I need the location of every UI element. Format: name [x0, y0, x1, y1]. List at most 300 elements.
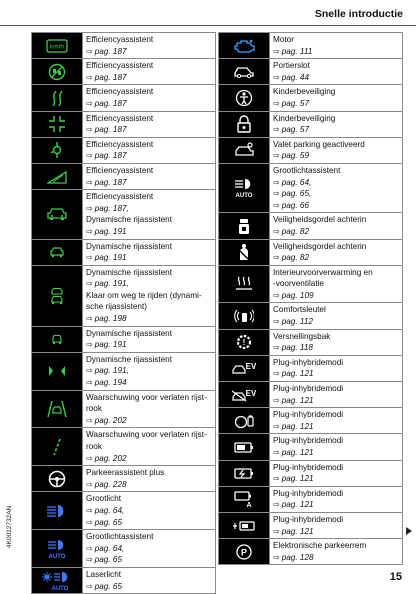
page-reference-link[interactable] [273, 188, 399, 200]
page-reference-text: pag. 82 [281, 226, 310, 236]
page-number: 15 [389, 571, 402, 583]
indicator-icon-cell [219, 137, 270, 163]
page-reference-text: pag. 112 [281, 317, 313, 327]
page-reference-text: pag. 191 [94, 253, 127, 263]
description-text: Elektronische parkeerrem [273, 541, 367, 551]
svg-text:!: ! [242, 338, 246, 348]
car-lock-icon [233, 65, 255, 79]
indicator-description [83, 239, 216, 265]
description-text: Veiligheidsgordel achterin [273, 215, 367, 225]
engine-icon [233, 38, 255, 54]
roundabout-icon [48, 141, 66, 159]
indicator-description [83, 85, 216, 111]
car-front-icon [47, 207, 67, 221]
indicator-icon-cell [32, 190, 83, 239]
page-reference-link[interactable] [273, 499, 399, 511]
indicator-description [83, 492, 216, 530]
arrow-right-icon: ⇨ [86, 125, 93, 135]
speed-limiter-kmh-icon [46, 39, 68, 53]
page-reference-text: pag. 121 [281, 448, 314, 457]
indicator-icon-cell [219, 265, 270, 303]
description-text: Grootlicht [86, 494, 122, 504]
indicator-description [83, 265, 216, 326]
page-reference-text: pag. 121 [281, 369, 314, 379]
indicator-icon-cell [219, 329, 270, 355]
gearbox-icon [235, 333, 253, 351]
car-small-icon [50, 246, 64, 258]
page-reference-link[interactable] [86, 415, 212, 427]
page-reference-text: pag. 191, [94, 279, 129, 289]
table-row [32, 137, 216, 163]
page-reference-link[interactable] [86, 252, 212, 264]
arrow-right-icon: ⇨ [86, 366, 93, 376]
indicator-icon-cell [32, 466, 83, 492]
high-beam-assist-auto-icon [233, 178, 255, 198]
indicator-description [83, 428, 216, 466]
indicator-description [270, 408, 403, 434]
incline-icon [47, 170, 67, 184]
lane-departure-icon [46, 400, 68, 418]
arrow-right-icon: ⇨ [273, 369, 280, 379]
table-row [219, 434, 403, 460]
page-reference-link[interactable] [273, 473, 399, 485]
indicator-icon-cell [32, 111, 83, 137]
table-row [219, 33, 403, 59]
description-text: Veiligheidsgordel achterin [273, 241, 367, 251]
page-reference-link[interactable] [273, 290, 399, 302]
table-row [32, 428, 216, 466]
page-reference-link[interactable] [86, 554, 212, 566]
description-text: Motor [273, 35, 294, 44]
car-single-small-icon [51, 333, 63, 345]
description-text: Plug-inhybridemodi [273, 514, 344, 524]
table-row [32, 59, 216, 85]
steering-wheel-icon [48, 470, 66, 488]
description-text: Grootlichtassistent [86, 532, 154, 542]
arrow-right-icon: ⇨ [86, 543, 93, 553]
table-row [32, 163, 216, 189]
comfort-key-icon [234, 308, 254, 324]
description-text: Dynamische rijassistent [86, 328, 172, 338]
indicator-description [270, 59, 403, 85]
page-reference-text: pag. 228 [94, 479, 127, 489]
page-reference-link[interactable] [86, 453, 212, 465]
indicator-description [270, 382, 403, 408]
table-row [219, 239, 403, 265]
page-reference-text: pag. 187 [94, 46, 127, 56]
description-text: Efficiencyassistent [86, 87, 154, 97]
lane-line-icon [50, 438, 64, 456]
indicator-icon-cell [219, 434, 270, 460]
description-text: Grootlichtassistent [273, 165, 341, 175]
description-text: Efficiencyassistent [86, 165, 154, 175]
arrow-right-icon: ⇨ [86, 340, 93, 350]
arrow-right-icon: ⇨ [86, 253, 93, 263]
page-reference-link[interactable] [86, 98, 212, 110]
page-reference-text: pag. 187 [94, 151, 127, 161]
valet-parking-icon [233, 142, 255, 158]
arrow-right-icon: ⇨ [86, 279, 93, 289]
indicator-description [83, 33, 216, 59]
page-reference-link[interactable] [86, 278, 212, 290]
page-reference-text: pag. 66 [281, 200, 310, 210]
arrow-right-icon: ⇨ [86, 505, 93, 515]
table-row [219, 265, 403, 303]
page-reference-text: pag. 187 [94, 177, 127, 187]
indicator-description [270, 213, 403, 239]
indicator-description [270, 303, 403, 329]
description-text: Waarschuwing voor verlaten rijst- [86, 392, 207, 402]
indicator-icon-cell [32, 428, 83, 466]
page-reference-link[interactable] [273, 552, 399, 564]
document-code: 4K0012732AN [6, 505, 13, 548]
indicator-description [270, 355, 403, 381]
arrow-right-icon: ⇨ [86, 314, 93, 324]
table-row [219, 382, 403, 408]
indicator-description [270, 486, 403, 512]
arrow-right-icon: ⇨ [273, 125, 280, 135]
indicator-table-left [31, 32, 216, 594]
description-text: Dynamische rijassistent [86, 267, 172, 277]
page-reference-text: pag. 187 [94, 125, 127, 135]
page-reference-link[interactable] [273, 226, 399, 238]
arrow-right-icon: ⇨ [86, 203, 93, 213]
battery-plug-icon [232, 519, 256, 533]
arrow-right-icon: ⇨ [86, 453, 93, 463]
indicator-icon-cell [219, 539, 270, 565]
indicator-description [270, 239, 403, 265]
table-row [219, 59, 403, 85]
arrow-right-icon: ⇨ [273, 189, 280, 199]
description-text: Waarschuwing voor verlaten rijst- [86, 430, 207, 440]
indicator-icon-cell [219, 33, 270, 59]
page-reference-text: pag. 109 [281, 290, 314, 300]
child-safety-icon [235, 89, 253, 107]
intersection-icon [48, 115, 66, 133]
indicator-description [83, 163, 216, 189]
indicator-icon-cell [219, 355, 270, 381]
description-text: -voorventilatie [273, 279, 324, 289]
page-reference-text: pag. 187 [94, 72, 127, 82]
page-reference-link[interactable] [86, 124, 212, 136]
page-reference-text: pag. 198 [94, 314, 127, 324]
indicator-icon-cell [219, 382, 270, 408]
page-reference-text: pag. 121 [281, 395, 314, 405]
svg-text:AUTO: AUTO [48, 553, 66, 559]
indicator-description [270, 512, 403, 538]
table-row [219, 408, 403, 434]
indicator-description [270, 434, 403, 460]
page-reference-text: pag. 111 [281, 46, 313, 56]
table-row [219, 486, 403, 512]
arrow-right-icon: ⇨ [86, 177, 93, 187]
indicator-description [270, 163, 403, 212]
indicator-description [83, 111, 216, 137]
indicator-icon-cell [32, 137, 83, 163]
page-reference-link[interactable] [273, 421, 399, 433]
description-text: Interieurvoorverwarming en [273, 267, 373, 277]
arrow-right-icon: ⇨ [273, 448, 280, 457]
arrow-right-icon: ⇨ [86, 98, 93, 108]
page-reference-text: pag. 121 [281, 421, 314, 431]
table-row [32, 492, 216, 530]
description-text: sche rijassistent) [86, 302, 147, 312]
table-row [219, 460, 403, 486]
page-reference-link[interactable] [273, 46, 399, 58]
page-reference-link[interactable] [86, 313, 212, 325]
page-reference-link[interactable] [273, 72, 399, 84]
svg-text:km/h: km/h [49, 43, 65, 51]
page-reference-text: pag. 202 [94, 415, 127, 425]
indicator-description [270, 265, 403, 303]
page-reference-link[interactable] [273, 252, 399, 264]
indicator-icon-cell [219, 59, 270, 85]
seatbelt-person-icon [236, 243, 252, 261]
page-reference-link[interactable] [86, 365, 212, 377]
svg-text:EV: EV [245, 362, 257, 372]
description-text: Efficiencyassistent [86, 113, 154, 123]
child-lock-icon [236, 115, 252, 133]
description-text: Klaar om weg te rijden (dynami- [86, 290, 202, 300]
rear-seatbelt-icon [237, 217, 251, 235]
indicator-description [270, 539, 403, 565]
arrow-right-icon: ⇨ [273, 395, 280, 405]
indicator-description [83, 137, 216, 163]
page-reference-text: pag. 191, [94, 366, 129, 376]
page-reference-text: pag. 65, [281, 189, 312, 199]
page-title: Snelle introductie [314, 8, 403, 20]
page-reference-text: pag. 118 [281, 343, 313, 353]
page-reference-link[interactable] [273, 200, 399, 212]
indicator-icon-cell [219, 460, 270, 486]
page-reference-link[interactable] [86, 479, 212, 491]
page-reference-link[interactable] [273, 124, 399, 136]
description-text: rook [86, 404, 102, 414]
indicator-description [83, 390, 216, 428]
svg-text:A: A [246, 502, 252, 509]
page-reference-text: pag. 191 [94, 340, 127, 350]
table-row [219, 111, 403, 137]
ev-mode-off-icon [231, 388, 257, 402]
indicator-icon-cell [219, 213, 270, 239]
description-text: Plug-inhybridemodi [273, 462, 344, 472]
table-row [219, 137, 403, 163]
page-reference-text: pag. 121 [281, 474, 314, 484]
table-row [32, 190, 216, 239]
page-reference-text: pag. 64, [94, 543, 125, 553]
indicator-icon-cell [32, 530, 83, 568]
page-reference-link[interactable] [273, 342, 399, 354]
indicator-icon-cell [219, 239, 270, 265]
page-reference-text: pag. 128 [281, 552, 314, 562]
indicator-icon-cell [32, 352, 83, 390]
page-reference-link[interactable] [86, 203, 212, 215]
indicator-icon-cell [32, 265, 83, 326]
indicator-icon-cell [32, 326, 83, 352]
svg-text:EV: EV [245, 388, 257, 398]
indicator-description [270, 85, 403, 111]
table-row [32, 85, 216, 111]
table-row [219, 85, 403, 111]
car-stack-icon [49, 287, 65, 305]
description-text: Efficiencyassistent [86, 192, 154, 202]
table-row [219, 213, 403, 239]
description-text: Efficiencyassistent [86, 139, 154, 149]
page-reference-text: pag. 44 [281, 72, 310, 82]
indicator-icon-cell [32, 163, 83, 189]
description-text: Versnellingsbak [273, 331, 331, 341]
indicator-icon-cell [219, 486, 270, 512]
laser-light-auto-icon [42, 571, 72, 591]
page-reference-text: pag. 202 [94, 453, 127, 463]
page-reference-link[interactable] [86, 150, 212, 162]
indicator-description [270, 33, 403, 59]
arrow-right-icon: ⇨ [86, 581, 93, 591]
page-reference-text: pag. 194 [94, 378, 127, 388]
arrow-right-icon: ⇨ [273, 72, 280, 82]
indicator-icon-cell [32, 492, 83, 530]
page-reference-link[interactable] [86, 505, 212, 517]
indicator-icon-cell [219, 408, 270, 434]
indicator-icon-cell [219, 163, 270, 212]
arrow-right-icon: ⇨ [86, 46, 93, 56]
page-reference-link[interactable] [273, 177, 399, 189]
indicator-icon-cell [219, 111, 270, 137]
arrow-right-icon: ⇨ [273, 421, 280, 431]
arrow-right-icon: ⇨ [273, 317, 280, 327]
description-text: Parkeerassistent plus [86, 468, 165, 478]
description-text: Plug-inhybridemodi [273, 384, 344, 394]
description-text: Portierslot [273, 61, 310, 71]
arrow-right-icon: ⇨ [273, 46, 280, 56]
page-reference-text: pag. 191 [94, 226, 127, 236]
page-reference-link[interactable] [86, 177, 212, 189]
page-reference-link[interactable] [86, 339, 212, 351]
no-overtaking-sign-icon [48, 63, 66, 81]
page-reference-text: pag. 59 [281, 151, 310, 161]
arrow-right-icon: ⇨ [86, 151, 93, 161]
table-row [32, 390, 216, 428]
page-reference-text: pag. 82 [281, 253, 310, 263]
table-row [32, 265, 216, 326]
indicator-table-right [218, 32, 403, 565]
description-text: Dynamische rijassistent [86, 354, 172, 364]
svg-text:P: P [240, 547, 248, 558]
page-reference-link[interactable] [273, 98, 399, 110]
table-row [219, 512, 403, 538]
indicator-description [83, 190, 216, 239]
indicator-description [83, 530, 216, 568]
page-reference-link[interactable] [86, 581, 212, 593]
indicator-icon-cell [32, 59, 83, 85]
arrow-right-icon: ⇨ [273, 552, 280, 562]
page-reference-link[interactable] [86, 46, 212, 58]
arrow-right-icon: ⇨ [86, 479, 93, 489]
arrow-right-icon: ⇨ [86, 555, 93, 565]
page-reference-link[interactable] [273, 526, 399, 538]
description-text: Kinderbeveiliging [273, 87, 336, 97]
table-row [32, 111, 216, 137]
page-reference-link[interactable] [273, 368, 399, 380]
table-row [32, 530, 216, 568]
arrow-right-icon: ⇨ [86, 517, 93, 527]
indicator-icon-cell [219, 512, 270, 538]
indicator-description [270, 329, 403, 355]
page-reference-text: pag. 57 [281, 125, 310, 135]
indicator-description [270, 111, 403, 137]
page-reference-text: pag. 64, [281, 177, 312, 187]
table-row [219, 329, 403, 355]
high-beam-icon [46, 504, 68, 518]
arrow-right-icon: ⇨ [273, 253, 280, 263]
indicator-icon-cell [32, 85, 83, 111]
page-reference-link[interactable] [86, 517, 212, 529]
table-row [32, 326, 216, 352]
arrow-right-icon: ⇨ [86, 378, 93, 388]
arrow-right-icon: ⇨ [273, 500, 280, 510]
description-text: Valet parking geactiveerd [273, 139, 365, 149]
description-text: Dynamische rijassistent [86, 215, 172, 225]
indicator-description [270, 460, 403, 486]
arrow-right-icon: ⇨ [273, 526, 280, 536]
page-reference-link[interactable] [86, 72, 212, 84]
indicator-icon-cell [32, 390, 83, 428]
table-row [219, 355, 403, 381]
continue-arrow-icon [406, 527, 412, 535]
description-text: Kinderbeveiliging [273, 113, 336, 123]
arrow-right-icon: ⇨ [273, 474, 280, 484]
svg-text:AUTO: AUTO [235, 193, 253, 199]
header-bar [0, 0, 416, 26]
indicator-description [83, 326, 216, 352]
page-reference-link[interactable] [273, 447, 399, 459]
page-reference-link[interactable] [86, 543, 212, 555]
arrow-right-icon: ⇨ [273, 151, 280, 161]
page-reference-text: pag. 121 [281, 526, 314, 536]
indicator-icon-cell [219, 85, 270, 111]
page-reference-link[interactable] [86, 226, 212, 238]
arrow-right-icon: ⇨ [273, 290, 280, 300]
description-text: Efficiencyassistent [86, 61, 154, 71]
battery-charge-icon [233, 466, 255, 480]
page-reference-text: pag. 57 [281, 98, 310, 108]
description-text: Plug-inhybridemodi [273, 488, 344, 498]
svg-text:AUTO: AUTO [51, 585, 69, 591]
page-reference-text: pag. 65 [94, 517, 123, 527]
arrow-right-icon: ⇨ [86, 415, 93, 425]
page-reference-link[interactable] [86, 377, 212, 389]
page-reference-link[interactable] [273, 316, 399, 328]
description-text: Plug-inhybridemodi [273, 357, 344, 367]
arrow-right-icon: ⇨ [86, 226, 93, 236]
description-text: Comfortsleutel [273, 305, 326, 315]
indicator-description [83, 352, 216, 390]
arrow-right-icon: ⇨ [273, 177, 280, 187]
page-reference-link[interactable] [273, 395, 399, 407]
table-row [219, 303, 403, 329]
parking-brake-icon [234, 543, 254, 561]
table-row [219, 163, 403, 212]
battery-hold-icon [233, 440, 255, 454]
page-reference-text: pag. 121 [281, 500, 314, 510]
indicator-description [270, 137, 403, 163]
description-text: rook [86, 442, 102, 451]
table-row [32, 239, 216, 265]
page-reference-text: pag. 65 [94, 581, 123, 591]
page-reference-text: pag. 187, [94, 203, 129, 213]
arrow-right-icon: ⇨ [273, 98, 280, 108]
page-reference-link[interactable] [273, 150, 399, 162]
